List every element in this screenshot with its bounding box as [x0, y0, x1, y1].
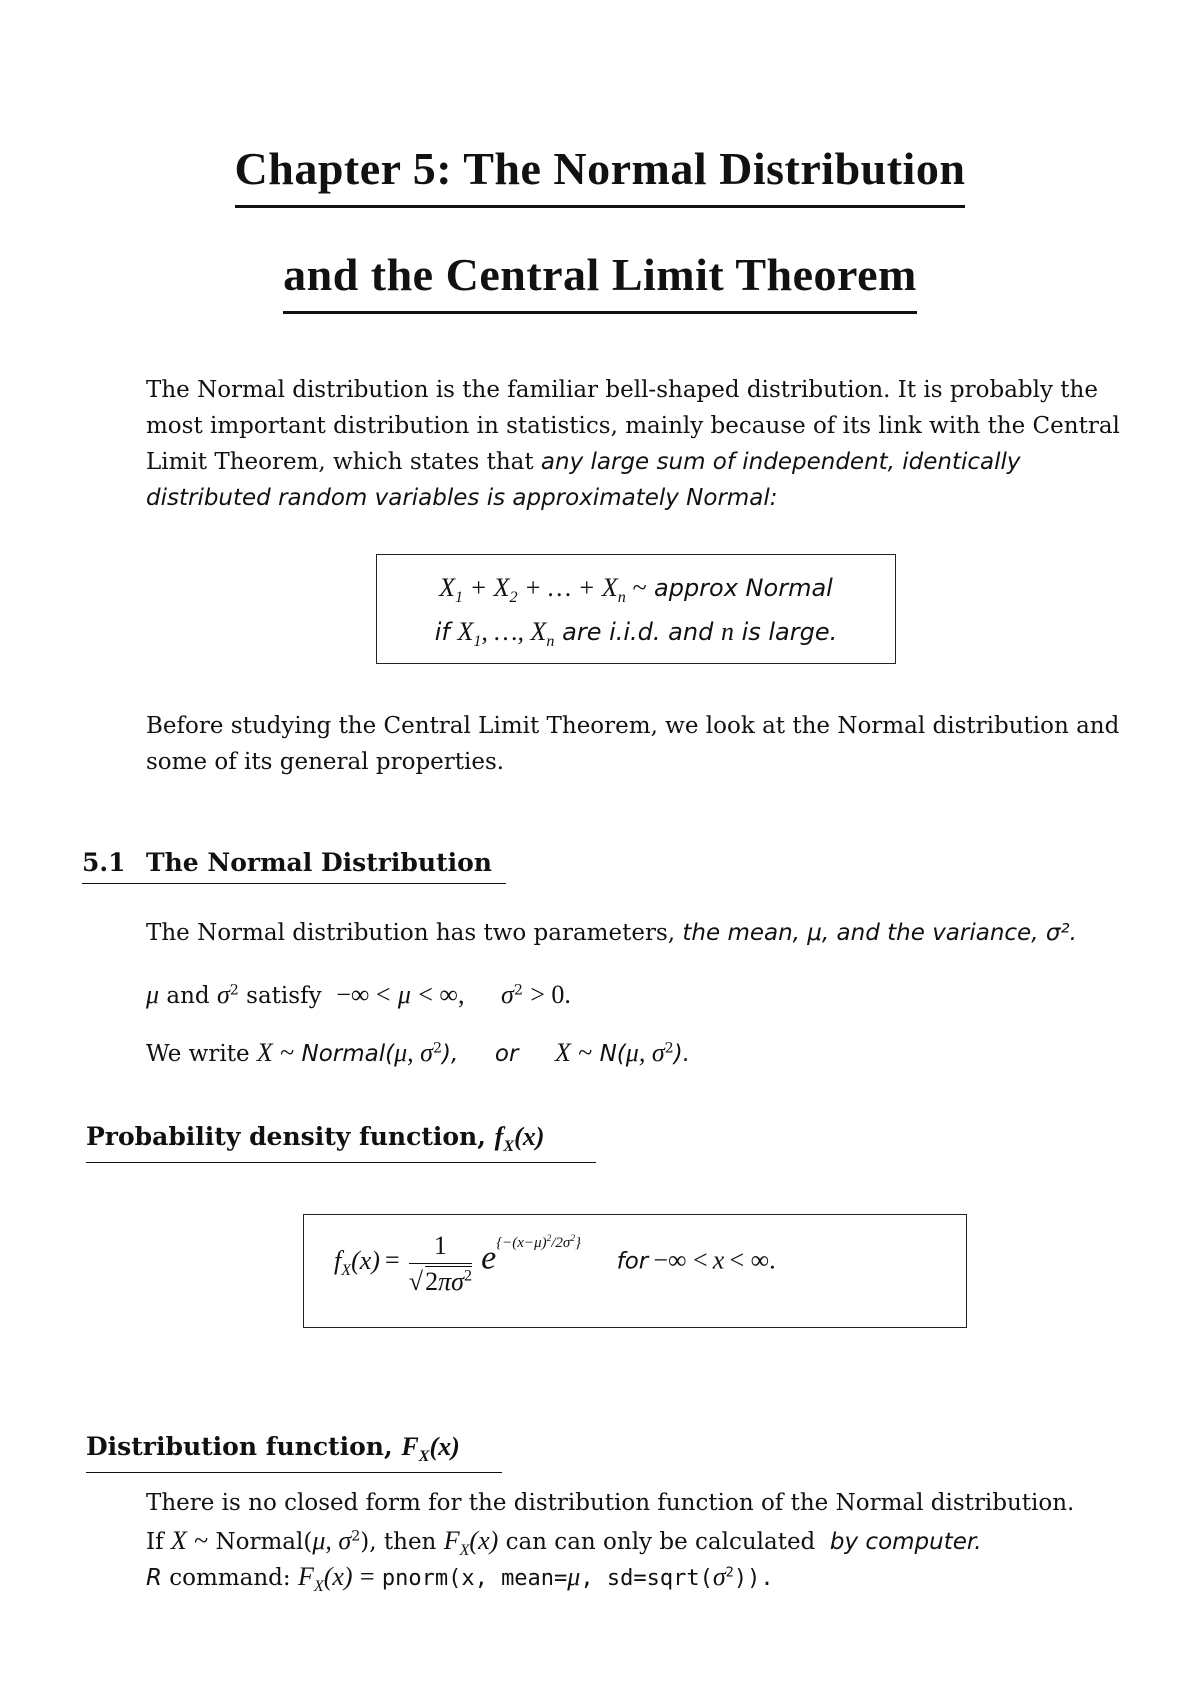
or-text: or [494, 1041, 519, 1067]
cdf-heading-math: $F_X(x)$ [401, 1432, 460, 1466]
section-5-1-heading [82, 848, 506, 884]
clt-sum-expression: $X_1 + X_2$ + … + $X_n$ ~ [439, 573, 647, 607]
cdf-line-2: If X ~ Normal(μ, $\sigma^2$), then $F_X(x)$ can can only be calculated by computer. [146, 1526, 982, 1560]
section-title: The Normal Distribution [146, 848, 492, 877]
parameters-emphasis: the mean, μ, and the variance, σ². [682, 920, 1077, 946]
pdf-formula: $f_X(x)$ = $\frac{1}{√2\pi\sigma^2}$ $e^{\{-(x-\mu)^2/2\sigma^2\}}$ for −∞ < x < ∞. [334, 1231, 776, 1296]
r-label: R [146, 1565, 162, 1591]
clt-line-1 [377, 571, 895, 615]
chapter-title-text-1: Chapter 5: The Normal Distribution [235, 142, 966, 208]
pdf-heading-text: Probability density function, [86, 1122, 486, 1151]
clt-approx-normal: approx Normal [654, 574, 833, 602]
notation-line: We write X ~ Normal(μ, $\sigma^2$), or X ~ N(μ, $\sigma^2$). [146, 1038, 691, 1067]
chapter-title-line-1 [0, 142, 1200, 208]
section-number: 5.1 [82, 848, 126, 877]
pdf-heading [86, 1122, 596, 1163]
chapter-title-text-2: and the Central Limit Theorem [283, 248, 917, 314]
cdf-line-3: R command: $F_X(x)$ = pnorm(x, mean=μ, $sd=sqrt(\sigma^2)$). [146, 1562, 774, 1596]
intro-text: The Normal distribution is the familiar bell-shaped distribution. It is probably the most important distribution in statistics, mainly because of its link with the Central Limit Theorem, which states that [146, 377, 1120, 475]
parameter-constraints-line: μ and $\sigma^2$ satisfy −∞ < μ < ∞, $\sigma^2 > 0$. [146, 980, 571, 1009]
parameters-intro: The Normal distribution has two parameters, [146, 920, 676, 946]
chapter-title-line-2 [0, 248, 1200, 314]
pdf-fraction: $\frac{1}{√2\pi\sigma^2}$ [408, 1231, 472, 1296]
r-command-code: pnorm(x, mean=μ, $sd=sqrt(\sigma^2)$). [381, 1562, 774, 1591]
command-word: command: [169, 1565, 291, 1591]
intro-emphasis: any large sum of independent, identically distributed random variables is approximately Normal: [146, 449, 1021, 511]
cdf-line-1: There is no closed form for the distribution function of the Normal distribution. [146, 1490, 1075, 1516]
pdf-formula-box [303, 1214, 967, 1328]
cdf-heading [86, 1432, 502, 1473]
clt-line-2: if $X_1$, …, $X_n$ are i.i.d. and n is large. [434, 617, 838, 651]
pdf-heading-math: $f_X(x)$ [494, 1122, 545, 1156]
intro-paragraph [146, 372, 1126, 516]
parameters-line [146, 920, 1077, 946]
by-computer-text: by computer. [829, 1529, 982, 1555]
clt-statement-box [376, 554, 896, 664]
cdf-heading-text: Distribution function, [86, 1432, 393, 1461]
before-clt-paragraph: Before studying the Central Limit Theorem, we look at the Normal distribution and some of its general properties. [146, 713, 1120, 775]
